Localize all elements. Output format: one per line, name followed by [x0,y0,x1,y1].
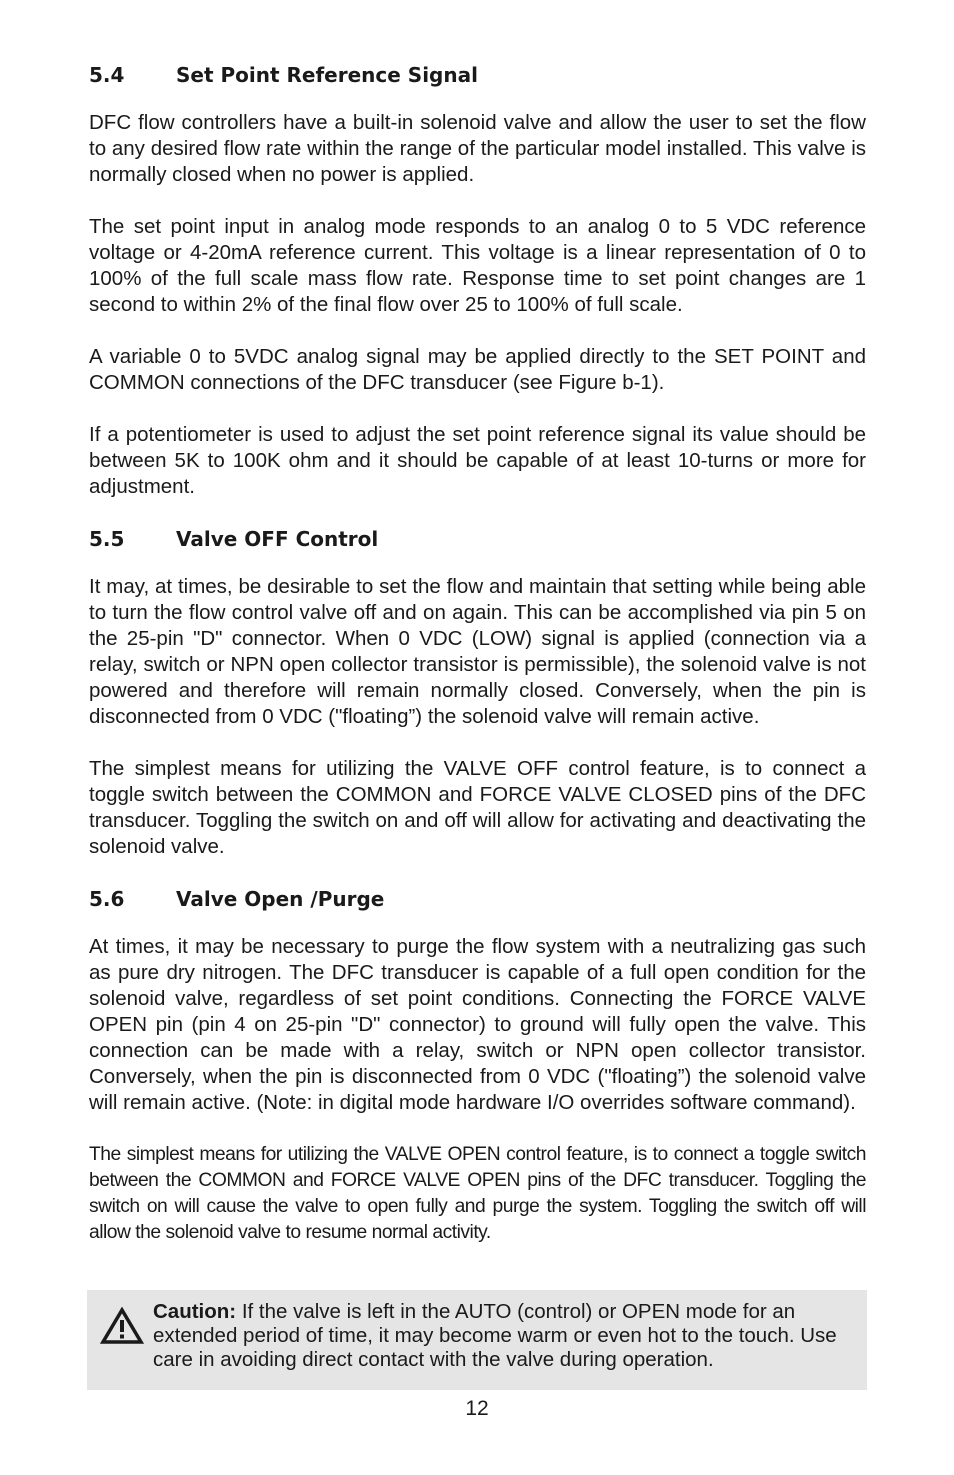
section-number: 5.5 [89,527,125,551]
section-heading [89,884,866,914]
section-title: Valve OFF Control [176,527,379,551]
paragraph: A variable 0 to 5VDC analog signal may be applied directly to the SET POINT and COMMON connections of the DFC transducer (see Figure b-1). [89,345,866,394]
section-title: Set Point Reference Signal [176,63,478,87]
warning-triangle-icon [100,1307,144,1345]
section-number: 5.6 [89,887,125,911]
paragraph: The simplest means for utilizing the VALVE OPEN control feature, is to connect a toggle switch between the COMMON and FORCE VALVE OPEN pins of the DFC transducer. Toggling the switch on will cause the valve to open fully and purge the system. Toggling the switch off will allow the solenoid valve to resume normal activity. [89,1144,866,1243]
section-title: Valve Open /Purge [176,887,385,911]
page-number: 12 [465,1397,489,1420]
paragraph: If a potentiometer is used to adjust the set point reference signal its value should be between 5K to 100K ohm and it should be capable of at least 10-turns or more for adjustment. [89,423,866,498]
section-heading [89,60,866,90]
section-number: 5.4 [89,63,125,87]
paragraph: The simplest means for utilizing the VALVE OFF control feature, is to connect a toggle switch between the COMMON and FORCE VALVE CLOSED pins of the DFC transducer. Toggling the switch on and off will allow for activating and deactivating the solenoid valve. [89,757,866,858]
paragraph: DFC flow controllers have a built-in solenoid valve and allow the user to set the flow to any desired flow rate within the range of the particular model installed. This valve is normally closed when no power is applied. [89,111,866,186]
paragraph: The set point input in analog mode responds to an analog 0 to 5 VDC reference voltage or 4-20mA reference current. This voltage is a linear representation of 0 to 100% of the full scale mass flow rate. Response time to set point changes are 1 second to within 2% of the final flow over 25 to 100% of full scale. [89,215,866,316]
caution-box [87,1290,867,1390]
caution-label: Caution: [153,1300,237,1323]
page-body [89,60,866,1246]
paragraph: It may, at times, be desirable to set the flow and maintain that setting while being able to turn the flow control valve off and on again. This can be accomplished via pin 5 on the 25-pin "D" connector. When 0 VDC (LOW) signal is applied (connection via a relay, switch or NPN open collector transistor is permissible), the solenoid valve is not powered and therefore will remain normally closed. Conversely, when the pin is disconnected from 0 VDC ("floating”) the solenoid valve will remain active. [89,575,866,728]
section-heading [89,524,866,554]
paragraph: At times, it may be necessary to purge the flow system with a neutralizing gas such as pure dry nitrogen. The DFC transducer is capable of a full open condition for the solenoid valve, regardless of set point conditions. Connecting the FORCE VALVE OPEN pin (pin 4 on 25-pin "D" connector) to ground will fully open the valve. This connection can be made with a relay, switch or NPN open collector transistor. Conversely, when the pin is disconnected from 0 VDC ("floating”) the solenoid valve will remain active. (Note: in digital mode hardware I/O overrides software command). [89,935,866,1114]
caution-text: If the valve is left in the AUTO (control) or OPEN mode for an extended period of time, it may become warm or even hot to the touch. Use care in avoiding direct contact with the valve during operation. [153,1300,837,1371]
